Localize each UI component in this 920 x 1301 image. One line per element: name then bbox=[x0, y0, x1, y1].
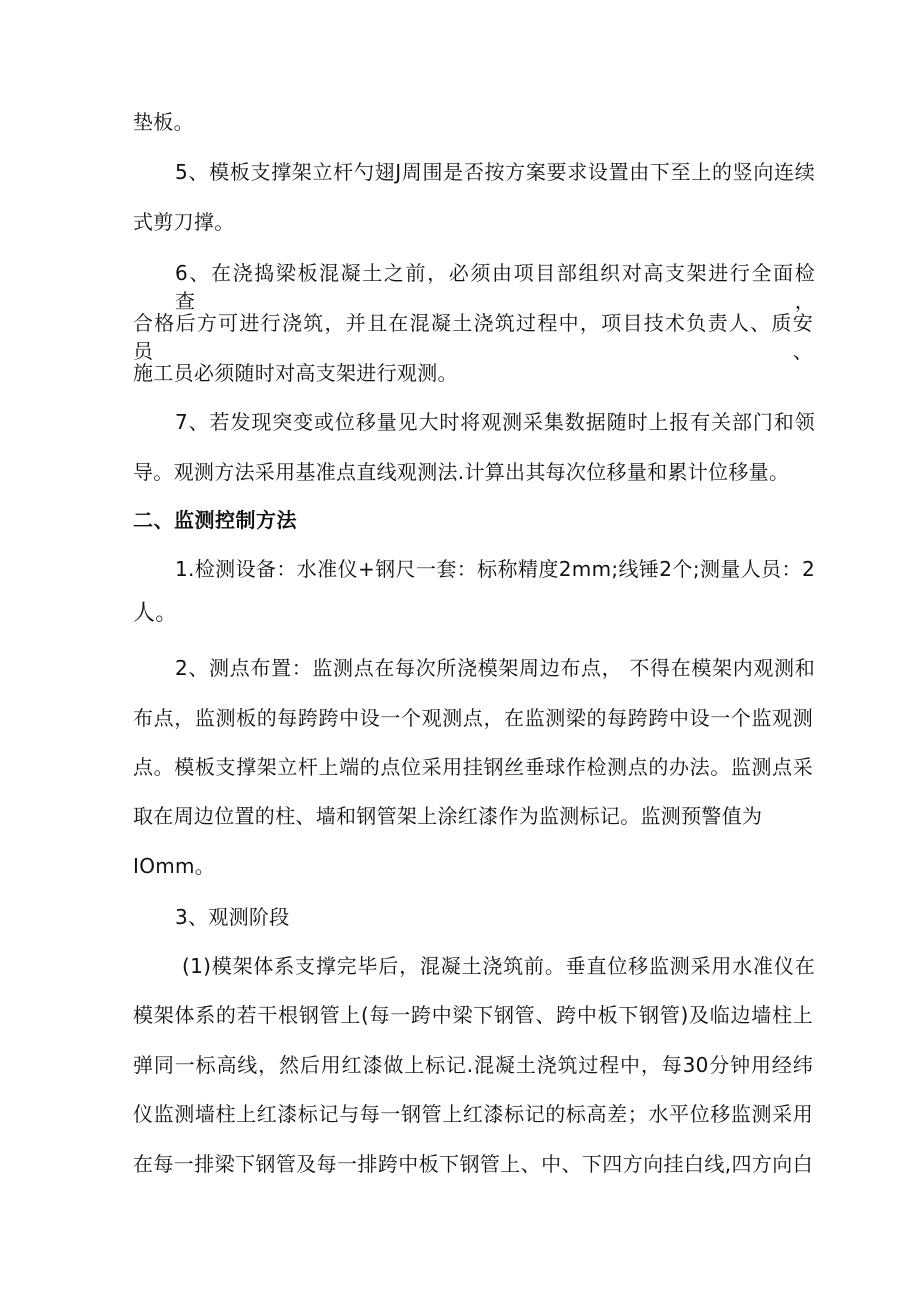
section-heading: 二、监测控制方法 bbox=[133, 508, 297, 532]
text-line-13: 布点，监测板的每跨跨中设一个观测点，在监测梁的每跨跨中设一个监观测 bbox=[133, 706, 813, 730]
text-line-15: 取在周边位置的柱、墙和钢管架上涂红漆作为监测标记。监测预警值为 bbox=[133, 804, 763, 828]
text-line-14: 点。模板支撑架立杆上端的点位采用挂钢丝垂球作检测点的办法。监测点采 bbox=[133, 755, 813, 779]
text-line-19: 模架体系的若干根钢管上(每一跨中梁下钢管、跨中板下钢管)及临边墙柱上 bbox=[133, 1003, 813, 1027]
text-line-5: 合格后方可进行浇筑，并且在混凝土浇筑过程中，项目技术负责人、质安员、 bbox=[133, 311, 813, 363]
text-line-8: 导。观测方法采用基准点直线观测法.计算出其每次位移量和累计位移量。 bbox=[133, 460, 790, 484]
text-line-6: 施工员必须随时对高支架进行观测。 bbox=[133, 361, 458, 385]
text-line-4: 6、在浇捣梁板混凝土之前，必须由项目部组织对高支架进行全面检查， bbox=[175, 261, 815, 313]
text-line-20: 弹同一标高线，然后用红漆做上标记.混凝土浇筑过程中，每30分钟用经纬 bbox=[133, 1053, 813, 1077]
text-line-21: 仪监测墙柱上红漆标记与每一钢管上红漆标记的标高差；水平位移监测采用 bbox=[133, 1102, 813, 1126]
text-line-22: 在每一排梁下钢管及每一排跨中板下钢管上、中、下四方向挂白线,四方向白 bbox=[133, 1152, 813, 1176]
text-line-18: (1)模架体系支撑完毕后，混凝土浇筑前。垂直位移监测采用水准仪在 bbox=[182, 954, 815, 978]
text-line-17: 3、观测阶段 bbox=[175, 905, 290, 929]
text-line-3: 式剪刀撑。 bbox=[133, 210, 235, 234]
text-line-12: 2、测点布置：监测点在每次所浇模架周边布点， 不得在模架内观测和 bbox=[175, 656, 815, 680]
text-line-1: 垫板。 bbox=[133, 110, 194, 134]
text-line-2: 5、模板支撑架立杆勺翅J周围是否按方案要求设置由下至上的竖向连续 bbox=[175, 160, 815, 184]
text-line-7: 7、若发现突变或位移量见大时将观测采集数据随时上报有关部门和领 bbox=[175, 410, 815, 434]
text-line-16: IOmm。 bbox=[133, 854, 216, 878]
text-line-10: 1.检测设备：水准仪+钢尺一套：标称精度2mm;线锤2个;测量人员：2 bbox=[175, 557, 815, 581]
text-line-11: 人。 bbox=[133, 601, 178, 626]
